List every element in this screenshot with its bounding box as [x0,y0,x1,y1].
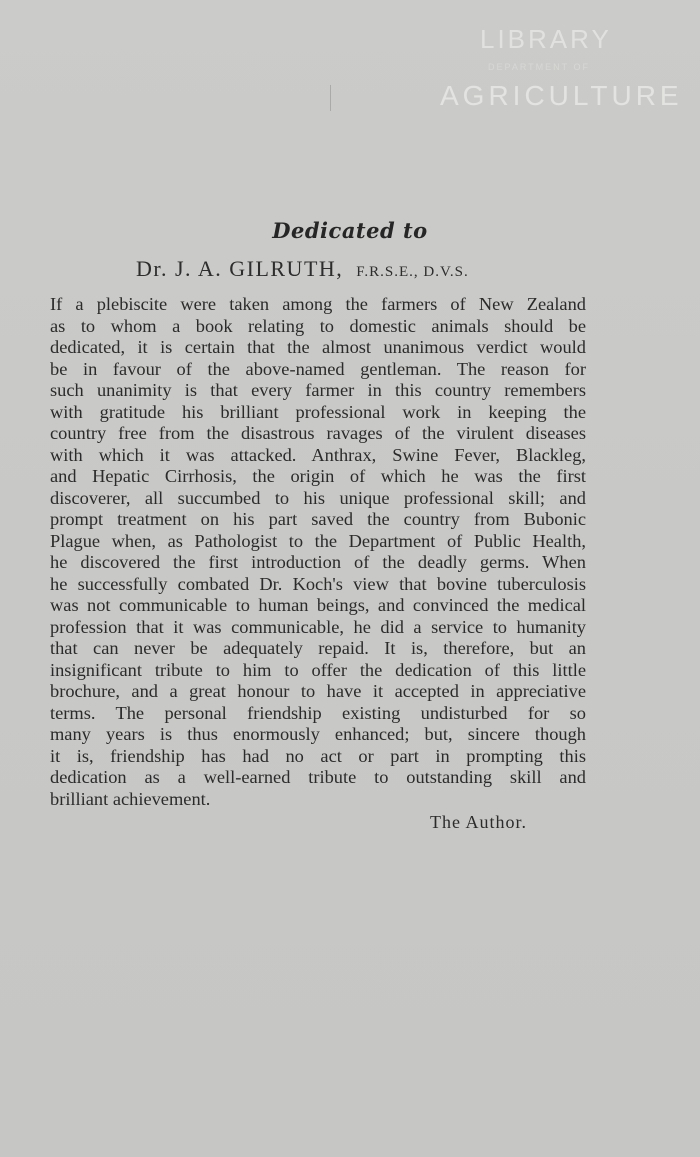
stamp-line-library: LIBRARY [480,24,612,54]
paragraph-line: brochure, and a great honour to have it accepted in appreciative [50,681,586,701]
paragraph-line: many years is thus enormously enhanced; but, sincere though [50,724,586,744]
paragraph-line: If a plebiscite were taken among the farmers of New Zealand [50,294,586,314]
paragraph-line: dedication as a well-earned tribute to outstanding skill and [50,767,586,787]
paragraph-line: discoverer, all succumbed to his unique professional skill; and [50,487,586,508]
paragraph-line: insignificant tribute to him to offer the dedication of this little [50,659,586,680]
paragraph-line: prompt treatment on his part saved the country from Bubonic [50,509,586,529]
paragraph-line: he discovered the first introduction of the deadly germs. When [50,552,586,572]
paragraph-line: as to whom a book relating to domestic animals should be [50,315,586,336]
author-signature: The Author. [430,812,527,832]
dedicatee-name-text: Dr. J. A. GILRUTH, [136,256,344,281]
paragraph-line: it is, friendship has had no act or part in prompting this [50,745,586,766]
paragraph-line: such unanimity is that every farmer in this country remembers [50,380,586,400]
paragraph-line: with which it was attacked. Anthrax, Swine Fever, Blackleg, [50,444,586,465]
dedicatee-name [136,256,469,282]
dedication-paragraph [50,294,586,810]
paragraph-line: terms. The personal friendship existing undisturbed for so [50,702,586,723]
dedication-heading: Dedicated to [272,218,428,243]
library-stamp [440,18,683,118]
paragraph-line: be in favour of the above-named gentleman. The reason for [50,358,586,379]
paragraph-line: brilliant achievement. [50,788,211,809]
stamp-line-agriculture: AGRICULTURE [440,80,683,111]
stamp-line-department: DEPARTMENT OF [488,62,591,72]
paragraph-line: with gratitude his brilliant professional work in keeping the [50,401,586,422]
paragraph-line: was not communicable to human beings, and convinced the medical [50,595,586,615]
paragraph-line: country free from the disastrous ravages of the virulent diseases [50,423,586,443]
dedicatee-qualifications: F.R.S.E., D.V.S. [356,264,469,280]
page-mark [330,85,331,111]
paragraph-line: profession that it was communicable, he did a service to humanity [50,616,586,637]
paragraph-line: that can never be adequately repaid. It is, therefore, but an [50,638,586,658]
paragraph-line: he successfully combated Dr. Koch's view that bovine tuberculosis [50,573,586,594]
paragraph-line: Plague when, as Pathologist to the Department of Public Health, [50,530,586,551]
paragraph-line: dedicated, it is certain that the almost unanimous verdict would [50,337,586,357]
paragraph-line: and Hepatic Cirrhosis, the origin of which he was the first [50,466,586,486]
